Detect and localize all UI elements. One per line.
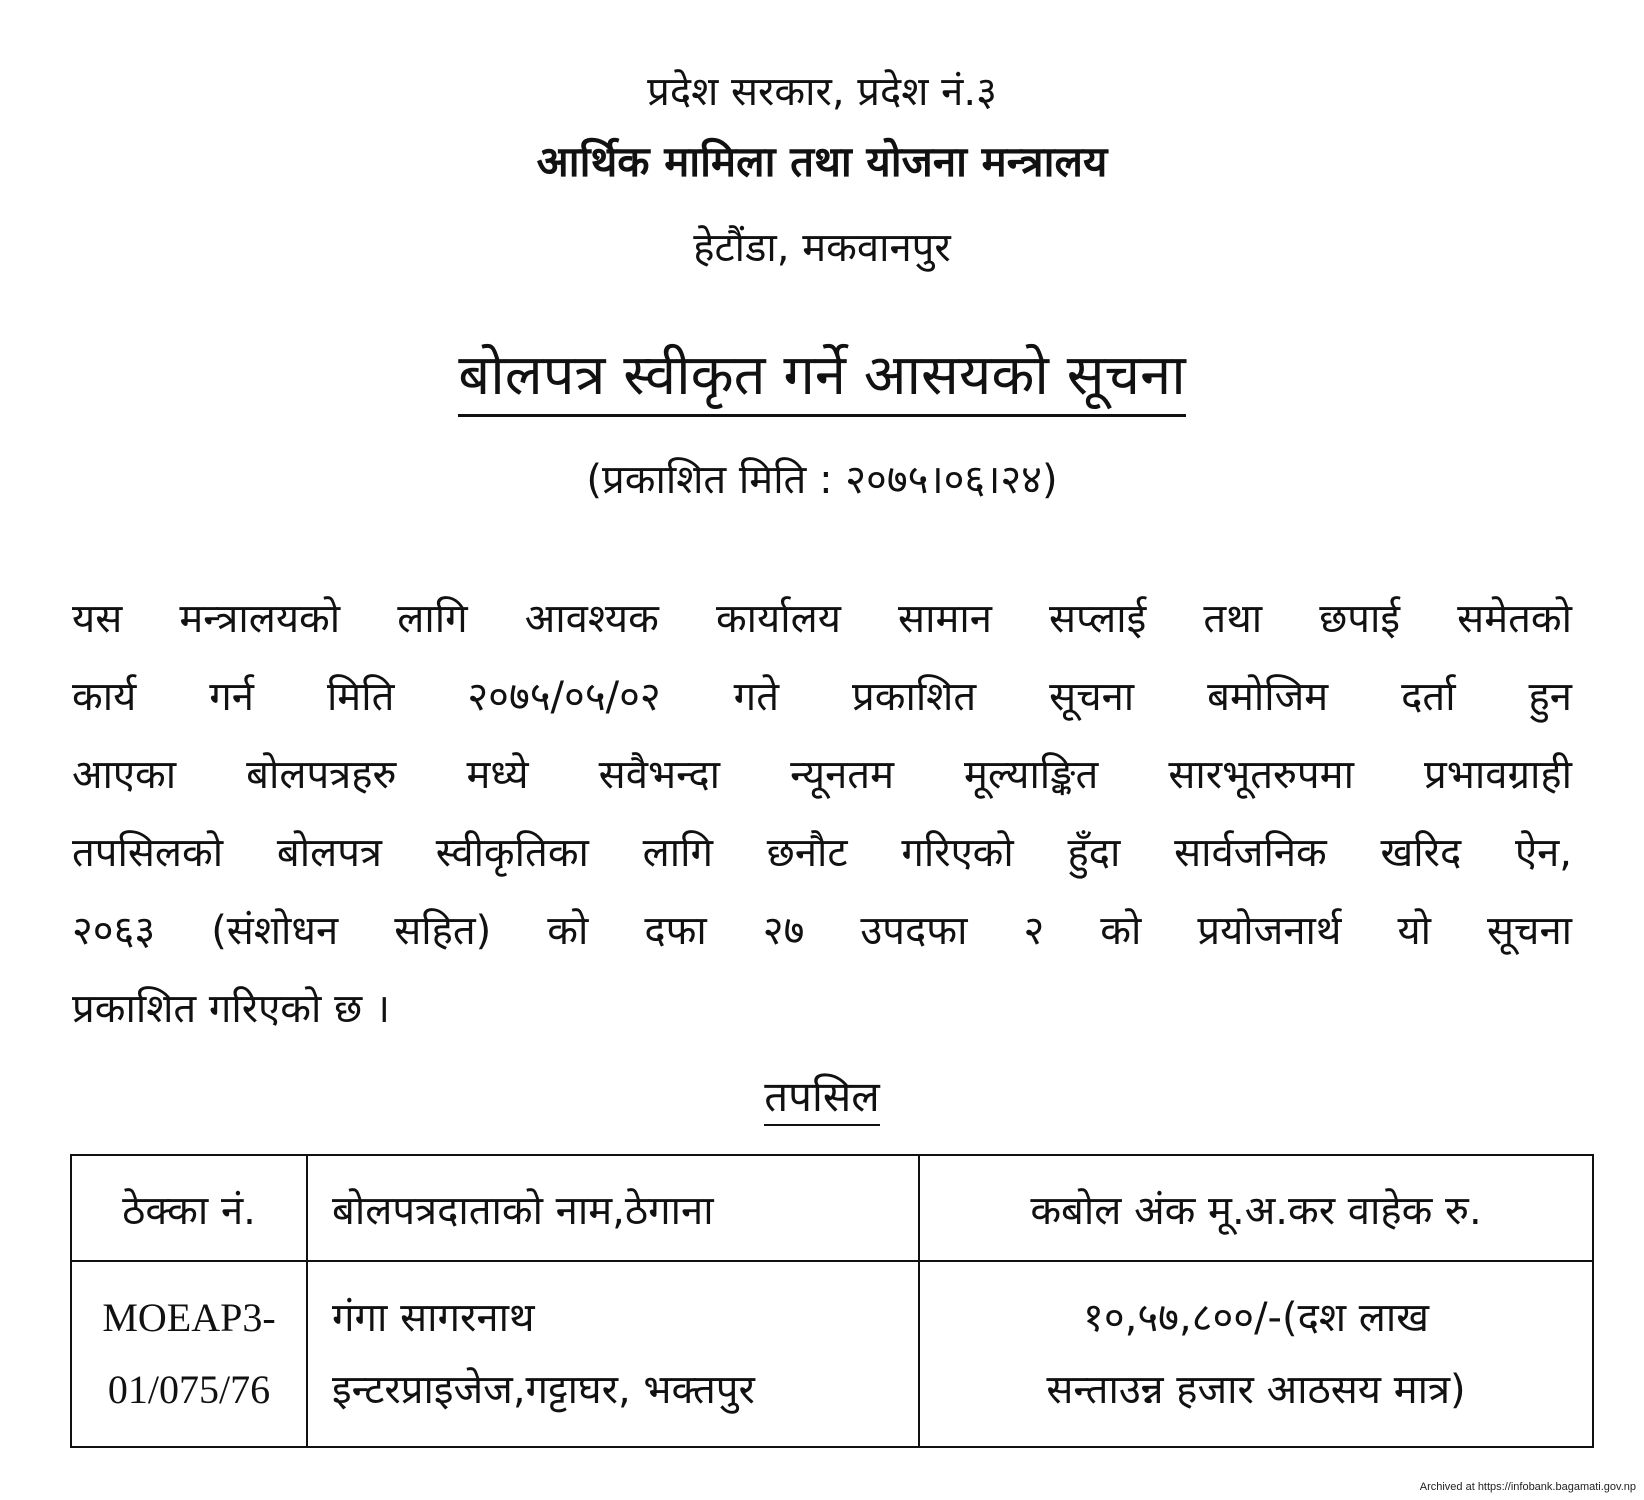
notice-title-text: बोलपत्र स्वीकृत गर्ने आसयको सूचना xyxy=(458,344,1185,417)
notice-body xyxy=(72,580,1572,1048)
body-line: यस मन्त्रालयको लागि आवश्यक कार्यालय सामान सप्लाई तथा छपाई समेतको xyxy=(72,596,1572,642)
body-line: कार्य गर्न मिति २०७५/०५/०२ गते प्रकाशित सूचना बमोजिम दर्ता हुन xyxy=(72,674,1572,720)
cell-amount xyxy=(919,1261,1593,1447)
body-line: प्रकाशित गरिएको छ । xyxy=(72,986,390,1032)
cell-contract-no xyxy=(71,1261,307,1447)
bidder-line: इन्टरप्राइजेज,गट्टाघर, भक्तपुर xyxy=(332,1367,755,1413)
body-line: तपसिलको बोलपत्र स्वीकृतिका लागि छनौट गरिएको हुँदा सार्वजनिक खरिद ऐन, xyxy=(72,830,1572,876)
body-line: आएका बोलपत्रहरु मध्ये सवैभन्दा न्यूनतम मूल्याङ्कित सारभूतरुपमा प्रभावग्राही xyxy=(72,752,1572,798)
body-line: २०६३ (संशोधन सहित) को दफा २७ उपदफा २ को प्रयोजनार्थ यो सूचना xyxy=(72,908,1572,954)
notice-title xyxy=(0,343,1644,417)
header-bidder: बोलपत्रदाताको नाम,ठेगाना xyxy=(307,1155,919,1261)
contract-no-line: 01/075/76 xyxy=(107,1367,271,1412)
header-amount: कबोल अंक मू.अ.कर वाहेक रु. xyxy=(919,1155,1593,1261)
published-date: (प्रकाशित मिति : २०७५।०६।२४) xyxy=(586,457,1058,503)
bidder-line: गंगा सागरनाथ xyxy=(332,1295,535,1341)
schedule-heading-text: तपसिल xyxy=(764,1072,880,1126)
amount-line: १०,५७,८००/-(दश लाख xyxy=(1083,1295,1429,1341)
cell-bidder xyxy=(307,1261,919,1447)
location-heading: हेटौंडा, मकवानपुर xyxy=(693,225,951,271)
table-row xyxy=(71,1261,1593,1447)
archive-note: Archived at https://infobank.bagamati.gov.np xyxy=(1419,1481,1636,1493)
header-contract-no: ठेक्का नं. xyxy=(71,1155,307,1261)
contract-no-line: MOEAP3- xyxy=(102,1295,276,1340)
schedule-table xyxy=(70,1154,1594,1448)
ministry-heading: आर्थिक मामिला तथा योजना मन्त्रालय xyxy=(536,137,1108,186)
amount-line: सन्ताउन्न हजार आठसय मात्र) xyxy=(1046,1367,1466,1413)
government-heading: प्रदेश सरकार, प्रदेश नं.३ xyxy=(647,69,997,115)
schedule-heading xyxy=(0,1072,1644,1126)
table-header-row xyxy=(71,1155,1593,1261)
